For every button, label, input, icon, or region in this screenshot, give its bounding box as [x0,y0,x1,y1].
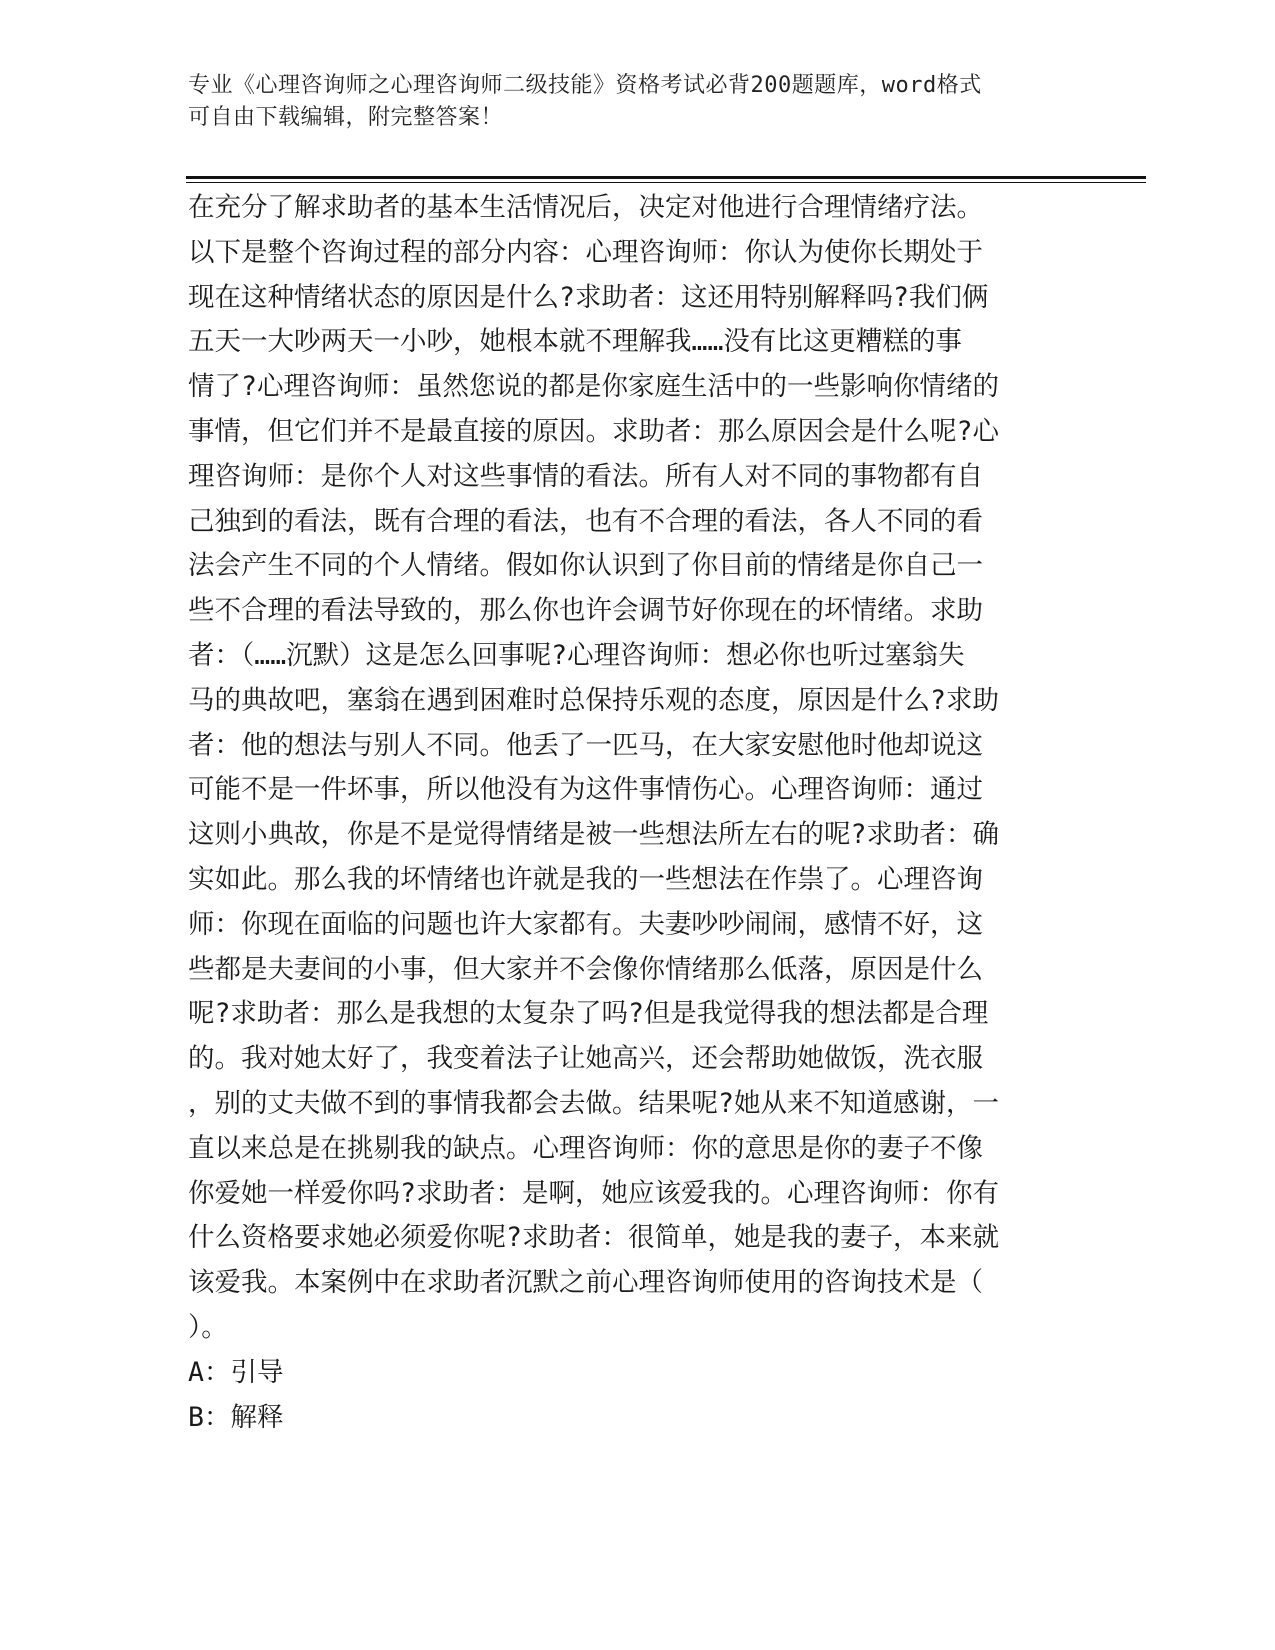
question-line: 些都是夫妻间的小事，但大家并不会像你情绪那么低落，原因是什么 [188,953,983,985]
question-line: 这则小典故，你是不是觉得情绪是被一些想法所左右的呢?求助者：确 [188,819,999,851]
question-line: 以下是整个咨询过程的部分内容：心理咨询师：你认为使你长期处于 [188,236,983,268]
question-line: 你爱她一样爱你吗?求助者：是啊，她应该爱我的。心理咨询师：你有 [188,1177,999,1209]
header-line: 专业《心理咨询师之心理咨询师二级技能》资格考试必背200题题库，word格式 [188,73,982,98]
question-line: 情了?心理咨询师：虽然您说的都是你家庭生活中的一些影响你情绪的 [188,371,999,403]
question-line: 在充分了解求助者的基本生活情况后，决定对他进行合理情绪疗法。 [188,192,983,223]
question-line: ，别的丈夫做不到的事情我都会去做。结果呢?她从来不知道感谢，一 [188,1087,999,1119]
question-line: 己独到的看法，既有合理的看法，也有不合理的看法，各人不同的看 [188,505,983,537]
header-divider-thick [186,176,1146,179]
question-line: 法会产生不同的个人情绪。假如你认识到了你目前的情绪是你自己一 [188,550,983,582]
question-line: 者：（……沉默）这是怎么回事呢?心理咨询师：想必你也听过塞翁失 [188,639,965,671]
question-line: 马的典故吧，塞翁在遇到困难时总保持乐观的态度，原因是什么?求助 [188,684,999,716]
question-line: 者：他的想法与别人不同。他丢了一匹马，在大家安慰他时他却说这 [188,729,983,761]
question-line: 该爱我。本案例中在求助者沉默之前心理咨询师使用的咨询技术是（ [188,1267,983,1299]
question-body [188,186,1068,1440]
question-line: 事情，但它们并不是最直接的原因。求助者：那么原因会是什么呢?心 [188,415,999,447]
question-line: ）。 [188,1311,228,1343]
question-line: 呢?求助者：那么是我想的太复杂了吗?但是我觉得我的想法都是合理 [188,998,989,1030]
question-line: 直以来总是在挑剔我的缺点。心理咨询师：你的意思是你的妻子不像 [188,1132,983,1164]
question-line: 现在这种情绪状态的原因是什么?求助者：这还用特别解释吗?我们俩 [188,281,989,313]
question-line: 师：你现在面临的问题也许大家都有。夫妻吵吵闹闹，感情不好，这 [188,908,983,940]
header-line: 可自由下载编辑，附完整答案！ [188,105,504,130]
option-a: A：引导 [188,1356,284,1388]
option-b: B：解释 [188,1401,284,1433]
question-line: 可能不是一件坏事，所以他没有为这件事情伤心。心理咨询师：通过 [188,774,983,806]
question-line: 些不合理的看法导致的，那么你也许会调节好你现在的坏情绪。求助 [188,595,983,627]
question-line: 五天一大吵两天一小吵，她根本就不理解我……没有比这更糟糕的事 [188,326,962,358]
question-line: 理咨询师：是你个人对这些事情的看法。所有人对不同的事物都有自 [188,460,983,492]
question-line: 的。我对她太好了，我变着法子让她高兴，还会帮助她做饭，洗衣服 [188,1043,983,1075]
header-divider-thin [186,182,1146,183]
question-line: 实如此。那么我的坏情绪也许就是我的一些想法在作祟了。心理咨询 [188,863,983,895]
question-line: 什么资格要求她必须爱你呢?求助者：很简单，她是我的妻子，本来就 [188,1222,999,1254]
document-header [188,70,1068,134]
